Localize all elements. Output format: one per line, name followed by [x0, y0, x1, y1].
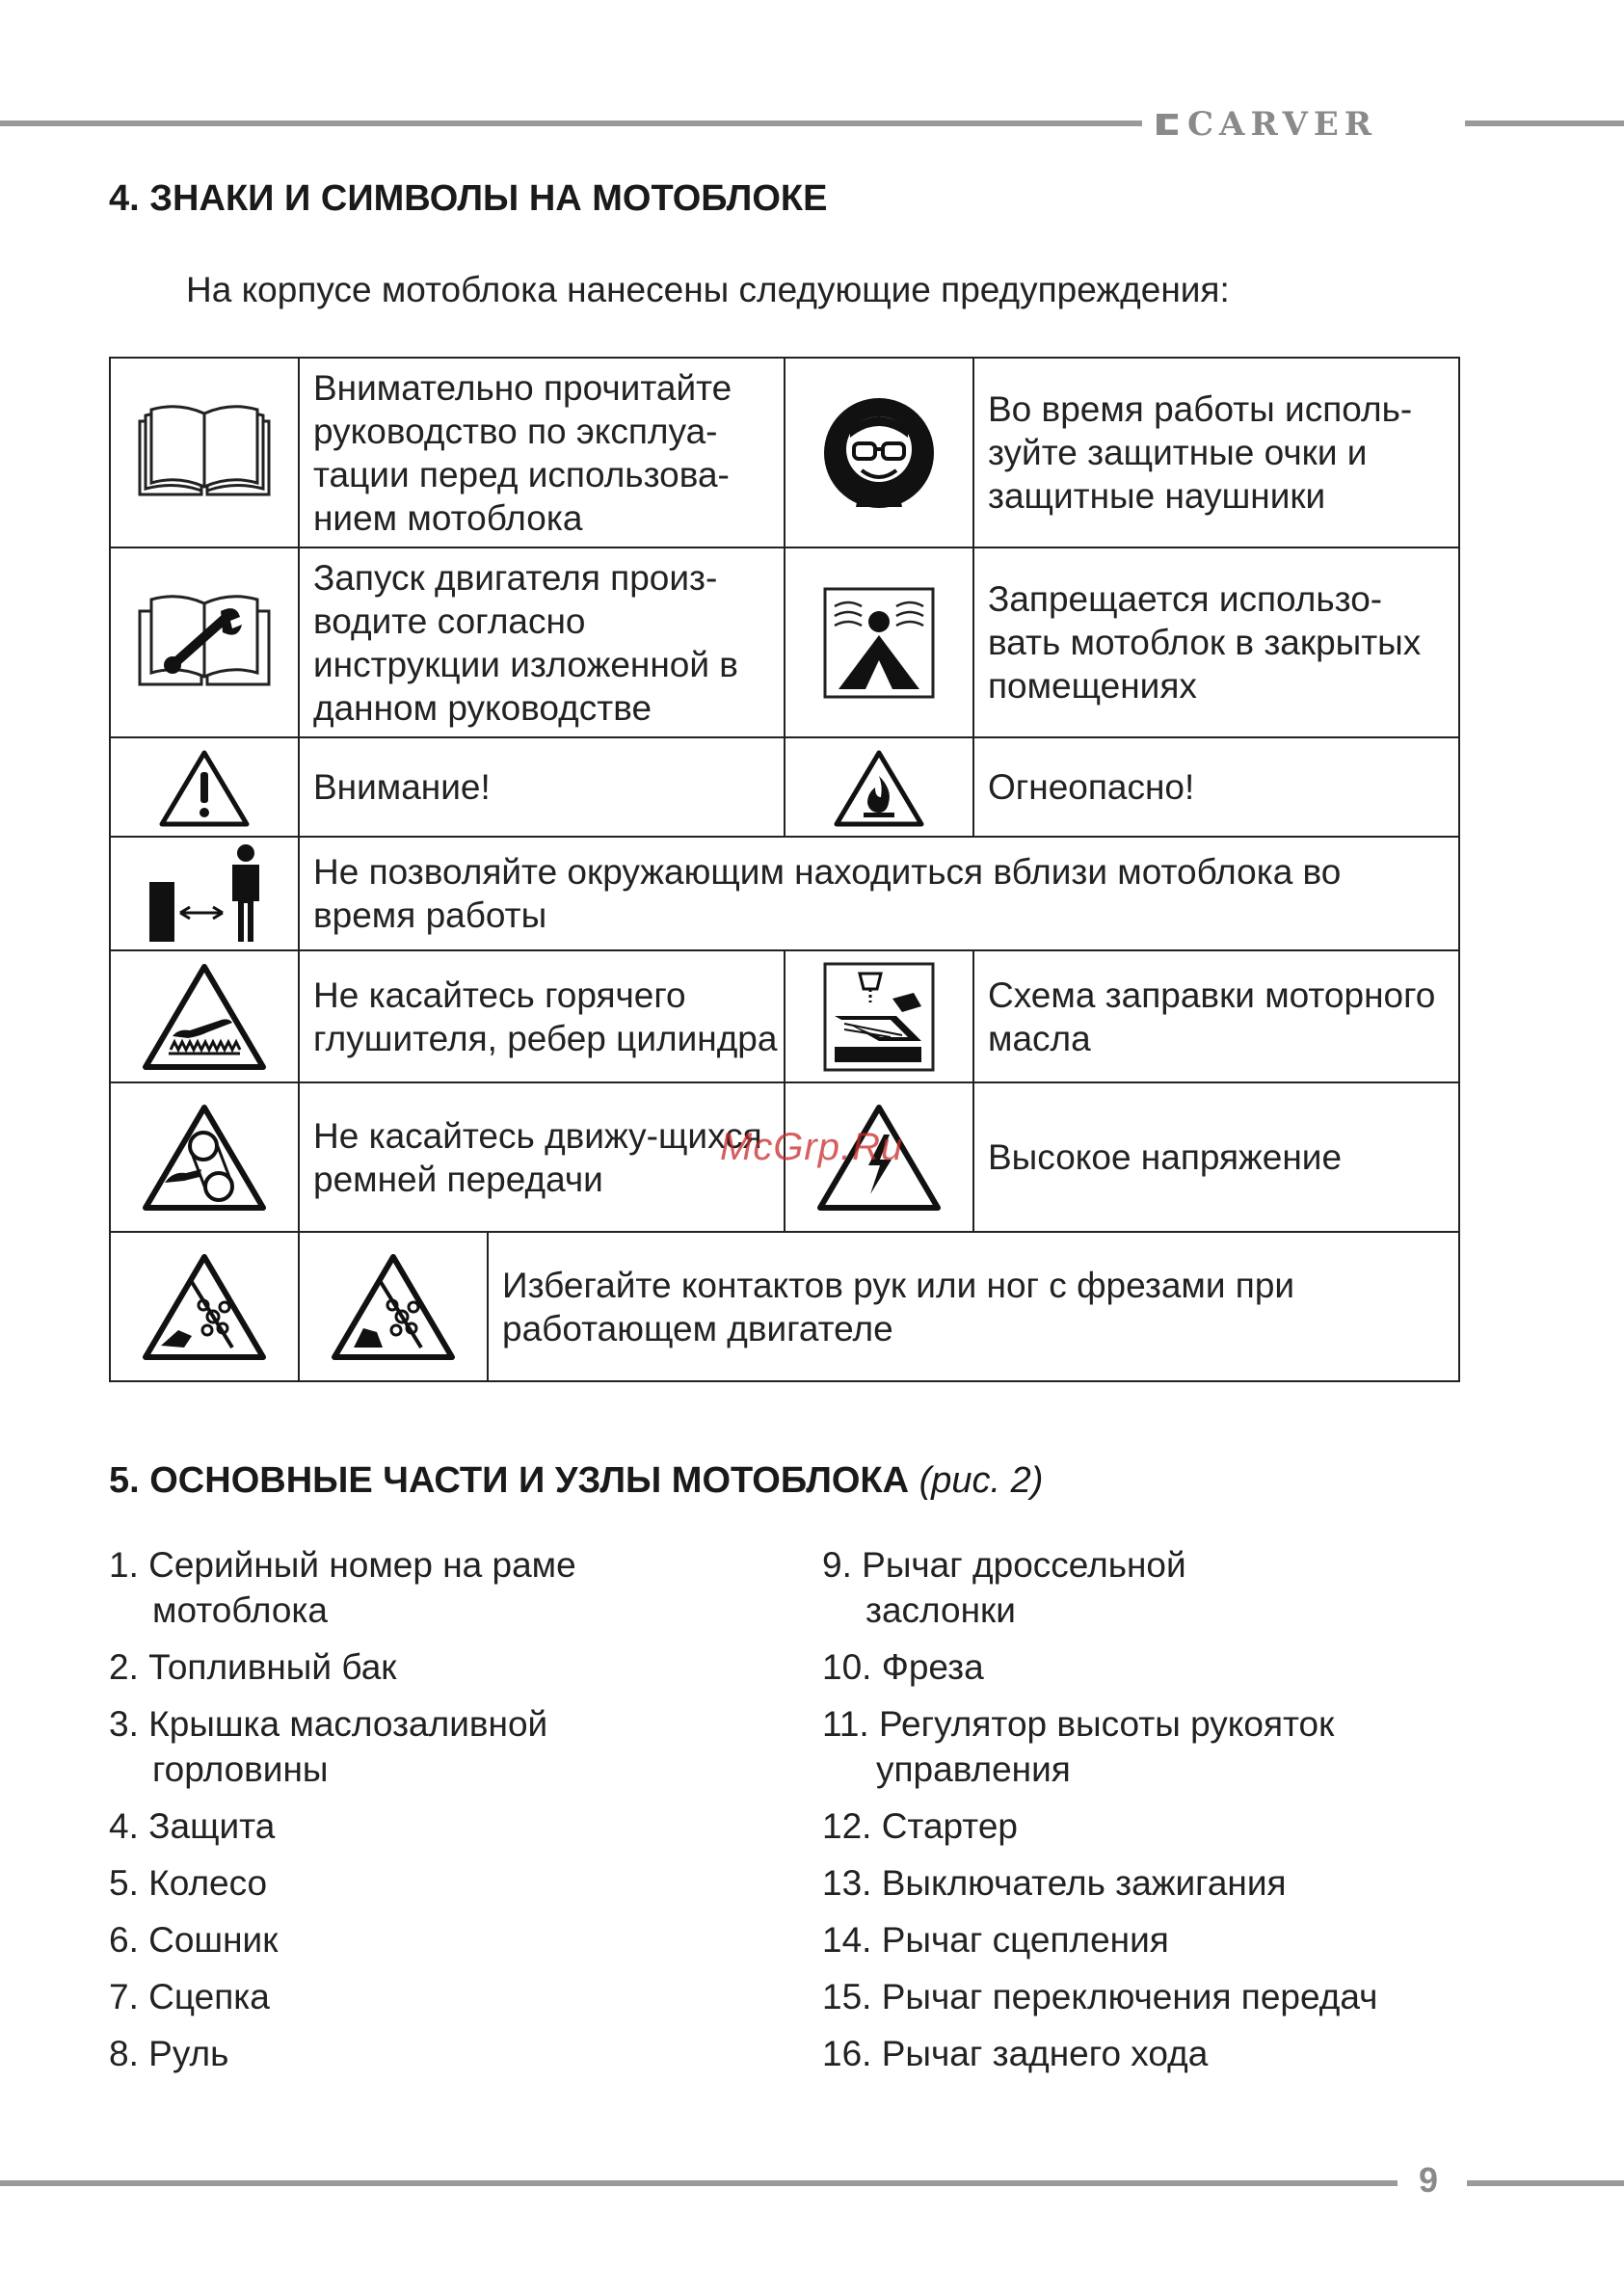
part-label: 3. Крышка маслозаливной: [109, 1704, 548, 1744]
part-label: 14. Рычаг сцепления: [822, 1920, 1169, 1960]
sign-text: Огнеопасно!: [973, 737, 1459, 837]
header-rule-left: [0, 120, 1142, 126]
sign-row: [110, 950, 1459, 1082]
section5-title: [109, 1460, 1043, 1502]
sign-text: Запуск двигателя произ-водите согласно инструкции изложенной в данном руководстве: [299, 547, 785, 737]
book-wrench-icon: [132, 590, 277, 696]
tiller-hand-icon: [140, 1251, 269, 1363]
hot-surface-icon: [140, 961, 269, 1073]
part-label: 7. Сцепка: [109, 1977, 270, 2016]
sign-icon-cell: [785, 950, 973, 1082]
brand-mark-icon: [1157, 114, 1178, 135]
safety-goggles-icon: [821, 395, 937, 511]
sign-text: Внимательно прочитайте руководство по эксплуа-тации перед использова-нием мотоблока: [299, 358, 785, 547]
page-number: 9: [1419, 2160, 1439, 2200]
sign-icon-cell: [785, 358, 973, 547]
sign-icon-cell: [110, 358, 299, 547]
warning-signs-grid: [109, 357, 1460, 1382]
sign-icon-cell: [785, 547, 973, 737]
watermark: McGrp.Ru: [720, 1126, 904, 1168]
sign-icon-cell: [110, 1232, 299, 1381]
sign-text: Не касайтесь движу-щихся ремней передачи: [299, 1082, 785, 1232]
sign-row: [110, 837, 1459, 950]
part-item: [109, 1974, 576, 2019]
closed-room-icon: [821, 585, 937, 701]
part-label-continued: управления: [876, 1749, 1071, 1789]
sign-text: Избегайте контактов рук или ног с фрезами при работающем двигателе: [488, 1232, 1459, 1381]
part-label-continued: заслонки: [865, 1590, 1016, 1630]
parts-list-left: [109, 1542, 576, 2088]
part-item: [822, 2031, 1377, 2076]
part-item: [822, 1542, 1377, 1633]
sign-icon-cell: [110, 1082, 299, 1232]
part-item: [822, 1860, 1377, 1906]
sign-text: Внимание!: [299, 737, 785, 837]
sign-icon-cell: [110, 737, 299, 837]
sign-icon-cell: [110, 950, 299, 1082]
part-item: [822, 1917, 1377, 1962]
part-label: 11. Регулятор высоты рукояток: [822, 1704, 1335, 1744]
warning-icon: [158, 747, 251, 828]
figure-reference: (рис. 2): [918, 1460, 1044, 1501]
sign-icon-cell: [110, 837, 299, 950]
part-label: 5. Колесо: [109, 1863, 268, 1903]
part-item: [109, 1701, 576, 1792]
part-item: [109, 2031, 576, 2076]
part-label: 15. Рычаг переключения передач: [822, 1977, 1378, 2016]
part-item: [822, 1701, 1377, 1792]
sign-text: Не касайтесь горячего глушителя, ребер цилиндра: [299, 950, 785, 1082]
part-item: [109, 1917, 576, 1962]
part-item: [109, 1542, 576, 1633]
part-item: [822, 1644, 1377, 1690]
part-label: 10. Фреза: [822, 1647, 984, 1687]
sign-row: [110, 547, 1459, 737]
sign-row: [110, 1232, 1459, 1381]
parts-list-right: [822, 1542, 1377, 2088]
header-rule-right: [1465, 120, 1624, 126]
part-item: [109, 1803, 576, 1849]
sign-row: [110, 358, 1459, 547]
footer-rule-right: [1467, 2180, 1624, 2186]
sign-text: Схема заправки моторного масла: [973, 950, 1459, 1082]
sign-icon-cell: [110, 547, 299, 737]
moving-belt-icon: [140, 1102, 269, 1214]
sign-icon-cell: [785, 737, 973, 837]
part-label: 1. Серийный номер на раме: [109, 1545, 576, 1585]
part-label: 9. Рычаг дроссельной: [822, 1545, 1186, 1585]
open-book-icon: [132, 400, 277, 506]
sign-text: Не позволяйте окружающим находиться вблизи мотоблока во время работы: [299, 837, 1459, 950]
flammable-icon: [833, 747, 925, 828]
sign-text: Высокое напряжение: [973, 1082, 1459, 1232]
sign-text: Во время работы исполь-зуйте защитные очки и защитные наушники: [973, 358, 1459, 547]
part-item: [109, 1644, 576, 1690]
section5-title-text: 5. ОСНОВНЫЕ ЧАСТИ И УЗЛЫ МОТОБЛОКА: [109, 1460, 910, 1501]
brand-logo: [1157, 107, 1377, 142]
part-label-continued: горловины: [152, 1749, 329, 1789]
oil-fill-diagram-icon: [821, 960, 937, 1074]
part-label: 16. Рычаг заднего хода: [822, 2034, 1209, 2073]
keep-distance-icon: [142, 843, 267, 944]
part-label: 13. Выключатель зажигания: [822, 1863, 1287, 1903]
sign-text: Запрещается использо-вать мотоблок в закрытых помещениях: [973, 547, 1459, 737]
sign-icon-cell: [299, 1232, 488, 1381]
part-label: 6. Сошник: [109, 1920, 279, 1960]
part-item: [822, 1803, 1377, 1849]
part-item: [109, 1860, 576, 1906]
section4-intro: На корпусе мотоблока нанесены следующие предупреждения:: [186, 270, 1230, 309]
part-label: 4. Защита: [109, 1806, 276, 1846]
part-label: 8. Руль: [109, 2034, 229, 2073]
section4-title: 4. ЗНАКИ И СИМВОЛЫ НА МОТОБЛОКЕ: [109, 178, 828, 219]
part-label: 12. Стартер: [822, 1806, 1018, 1846]
brand-name: CARVER: [1187, 105, 1378, 144]
part-item: [822, 1974, 1377, 2019]
tiller-foot-icon: [329, 1251, 458, 1363]
sign-row: [110, 737, 1459, 837]
footer-rule-left: [0, 2180, 1398, 2186]
part-label-continued: мотоблока: [152, 1590, 329, 1630]
part-label: 2. Топливный бак: [109, 1647, 397, 1687]
